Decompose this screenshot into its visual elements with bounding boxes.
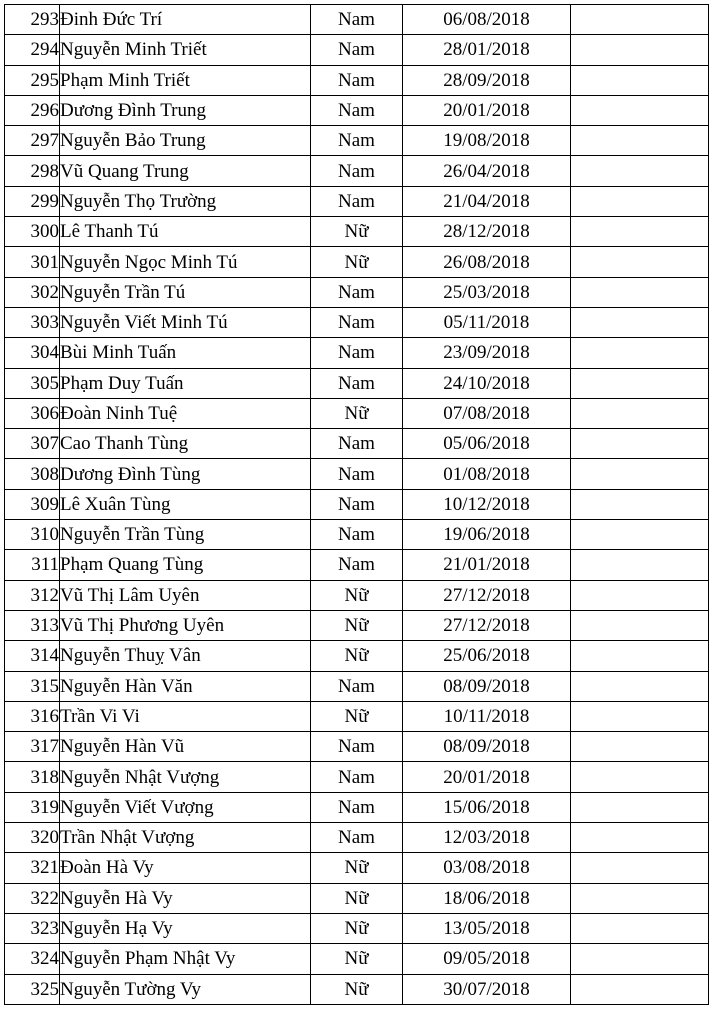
note-cell — [571, 610, 709, 640]
birth-date-cell: 08/09/2018 — [403, 671, 571, 701]
birth-date-cell: 28/09/2018 — [403, 65, 571, 95]
student-name-cell: Nguyễn Ngọc Minh Tú — [60, 247, 311, 277]
gender-cell: Nữ — [311, 974, 403, 1004]
gender-cell: Nam — [311, 429, 403, 459]
gender-cell: Nam — [311, 95, 403, 125]
table-row — [5, 641, 709, 671]
table-row — [5, 5, 709, 35]
student-name-cell: Nguyễn Thuỵ Vân — [60, 641, 311, 671]
row-number-cell: 293 — [5, 5, 60, 35]
gender-cell: Nam — [311, 35, 403, 65]
table-row — [5, 944, 709, 974]
table-row — [5, 520, 709, 550]
birth-date-cell: 28/12/2018 — [403, 217, 571, 247]
row-number-cell: 311 — [5, 550, 60, 580]
gender-cell: Nam — [311, 5, 403, 35]
gender-cell: Nam — [311, 338, 403, 368]
table-row — [5, 732, 709, 762]
note-cell — [571, 550, 709, 580]
birth-date-cell: 26/08/2018 — [403, 247, 571, 277]
row-number-cell: 305 — [5, 368, 60, 398]
birth-date-cell: 19/08/2018 — [403, 126, 571, 156]
birth-date-cell: 05/06/2018 — [403, 429, 571, 459]
row-number-cell: 317 — [5, 732, 60, 762]
birth-date-cell: 25/03/2018 — [403, 277, 571, 307]
student-name-cell: Nguyễn Nhật Vượng — [60, 762, 311, 792]
row-number-cell: 313 — [5, 610, 60, 640]
birth-date-cell: 18/06/2018 — [403, 883, 571, 913]
row-number-cell: 299 — [5, 186, 60, 216]
note-cell — [571, 247, 709, 277]
gender-cell: Nữ — [311, 701, 403, 731]
table-row — [5, 762, 709, 792]
gender-cell: Nữ — [311, 641, 403, 671]
note-cell — [571, 186, 709, 216]
birth-date-cell: 10/11/2018 — [403, 701, 571, 731]
gender-cell: Nữ — [311, 913, 403, 943]
gender-cell: Nam — [311, 277, 403, 307]
student-name-cell: Nguyễn Tường Vy — [60, 974, 311, 1004]
student-name-cell: Nguyễn Minh Triết — [60, 35, 311, 65]
row-number-cell: 318 — [5, 762, 60, 792]
student-name-cell: Nguyễn Thọ Trường — [60, 186, 311, 216]
gender-cell: Nam — [311, 65, 403, 95]
row-number-cell: 310 — [5, 520, 60, 550]
birth-date-cell: 20/01/2018 — [403, 95, 571, 125]
table-row — [5, 792, 709, 822]
note-cell — [571, 732, 709, 762]
birth-date-cell: 13/05/2018 — [403, 913, 571, 943]
birth-date-cell: 27/12/2018 — [403, 610, 571, 640]
note-cell — [571, 641, 709, 671]
table-row — [5, 671, 709, 701]
row-number-cell: 302 — [5, 277, 60, 307]
birth-date-cell: 10/12/2018 — [403, 489, 571, 519]
table-row — [5, 974, 709, 1004]
birth-date-cell: 27/12/2018 — [403, 580, 571, 610]
note-cell — [571, 126, 709, 156]
student-table-body — [5, 5, 709, 1005]
birth-date-cell: 28/01/2018 — [403, 35, 571, 65]
student-name-cell: Cao Thanh Tùng — [60, 429, 311, 459]
student-name-cell: Trần Vi Vi — [60, 701, 311, 731]
row-number-cell: 306 — [5, 398, 60, 428]
row-number-cell: 320 — [5, 823, 60, 853]
row-number-cell: 294 — [5, 35, 60, 65]
table-row — [5, 853, 709, 883]
birth-date-cell: 25/06/2018 — [403, 641, 571, 671]
table-row — [5, 580, 709, 610]
student-name-cell: Dương Đình Tùng — [60, 459, 311, 489]
gender-cell: Nam — [311, 459, 403, 489]
gender-cell: Nữ — [311, 883, 403, 913]
row-number-cell: 321 — [5, 853, 60, 883]
note-cell — [571, 35, 709, 65]
birth-date-cell: 06/08/2018 — [403, 5, 571, 35]
table-row — [5, 429, 709, 459]
student-name-cell: Đoàn Ninh Tuệ — [60, 398, 311, 428]
birth-date-cell: 08/09/2018 — [403, 732, 571, 762]
row-number-cell: 316 — [5, 701, 60, 731]
note-cell — [571, 95, 709, 125]
student-list-sheet — [4, 4, 709, 1005]
gender-cell: Nam — [311, 792, 403, 822]
note-cell — [571, 520, 709, 550]
row-number-cell: 298 — [5, 156, 60, 186]
student-name-cell: Nguyễn Viết Vượng — [60, 792, 311, 822]
birth-date-cell: 07/08/2018 — [403, 398, 571, 428]
row-number-cell: 301 — [5, 247, 60, 277]
table-row — [5, 95, 709, 125]
note-cell — [571, 65, 709, 95]
table-row — [5, 610, 709, 640]
birth-date-cell: 30/07/2018 — [403, 974, 571, 1004]
note-cell — [571, 217, 709, 247]
student-name-cell: Nguyễn Viết Minh Tú — [60, 307, 311, 337]
note-cell — [571, 307, 709, 337]
birth-date-cell: 01/08/2018 — [403, 459, 571, 489]
student-name-cell: Bùi Minh Tuấn — [60, 338, 311, 368]
gender-cell: Nữ — [311, 610, 403, 640]
gender-cell: Nữ — [311, 217, 403, 247]
row-number-cell: 309 — [5, 489, 60, 519]
table-row — [5, 823, 709, 853]
student-name-cell: Nguyễn Hạ Vy — [60, 913, 311, 943]
table-row — [5, 701, 709, 731]
student-name-cell: Dương Đình Trung — [60, 95, 311, 125]
student-table — [4, 4, 709, 1005]
birth-date-cell: 23/09/2018 — [403, 338, 571, 368]
row-number-cell: 300 — [5, 217, 60, 247]
row-number-cell: 296 — [5, 95, 60, 125]
student-name-cell: Nguyễn Trần Tùng — [60, 520, 311, 550]
gender-cell: Nam — [311, 126, 403, 156]
student-name-cell: Vũ Thị Phương Uyên — [60, 610, 311, 640]
birth-date-cell: 05/11/2018 — [403, 307, 571, 337]
birth-date-cell: 09/05/2018 — [403, 944, 571, 974]
row-number-cell: 315 — [5, 671, 60, 701]
row-number-cell: 308 — [5, 459, 60, 489]
row-number-cell: 314 — [5, 641, 60, 671]
gender-cell: Nữ — [311, 944, 403, 974]
gender-cell: Nam — [311, 671, 403, 701]
note-cell — [571, 974, 709, 1004]
birth-date-cell: 21/01/2018 — [403, 550, 571, 580]
student-name-cell: Đinh Đức Trí — [60, 5, 311, 35]
student-name-cell: Đoàn Hà Vy — [60, 853, 311, 883]
table-row — [5, 126, 709, 156]
student-name-cell: Lê Thanh Tú — [60, 217, 311, 247]
table-row — [5, 489, 709, 519]
gender-cell: Nam — [311, 307, 403, 337]
student-name-cell: Nguyễn Bảo Trung — [60, 126, 311, 156]
note-cell — [571, 398, 709, 428]
gender-cell: Nam — [311, 520, 403, 550]
table-row — [5, 307, 709, 337]
table-row — [5, 65, 709, 95]
birth-date-cell: 03/08/2018 — [403, 853, 571, 883]
gender-cell: Nam — [311, 823, 403, 853]
note-cell — [571, 5, 709, 35]
birth-date-cell: 12/03/2018 — [403, 823, 571, 853]
row-number-cell: 307 — [5, 429, 60, 459]
note-cell — [571, 762, 709, 792]
student-name-cell: Nguyễn Hàn Vũ — [60, 732, 311, 762]
table-row — [5, 368, 709, 398]
student-name-cell: Nguyễn Hà Vy — [60, 883, 311, 913]
gender-cell: Nam — [311, 732, 403, 762]
note-cell — [571, 156, 709, 186]
table-row — [5, 186, 709, 216]
student-name-cell: Vũ Thị Lâm Uyên — [60, 580, 311, 610]
student-name-cell: Nguyễn Trần Tú — [60, 277, 311, 307]
note-cell — [571, 792, 709, 822]
student-name-cell: Trần Nhật Vượng — [60, 823, 311, 853]
note-cell — [571, 671, 709, 701]
table-row — [5, 913, 709, 943]
note-cell — [571, 580, 709, 610]
birth-date-cell: 26/04/2018 — [403, 156, 571, 186]
birth-date-cell: 15/06/2018 — [403, 792, 571, 822]
gender-cell: Nữ — [311, 580, 403, 610]
gender-cell: Nam — [311, 156, 403, 186]
table-row — [5, 550, 709, 580]
student-name-cell: Nguyễn Phạm Nhật Vy — [60, 944, 311, 974]
birth-date-cell: 19/06/2018 — [403, 520, 571, 550]
row-number-cell: 303 — [5, 307, 60, 337]
gender-cell: Nữ — [311, 853, 403, 883]
student-name-cell: Phạm Minh Triết — [60, 65, 311, 95]
note-cell — [571, 944, 709, 974]
gender-cell: Nam — [311, 550, 403, 580]
table-row — [5, 156, 709, 186]
table-row — [5, 883, 709, 913]
student-name-cell: Phạm Quang Tùng — [60, 550, 311, 580]
student-name-cell: Nguyễn Hàn Văn — [60, 671, 311, 701]
gender-cell: Nam — [311, 368, 403, 398]
note-cell — [571, 701, 709, 731]
row-number-cell: 325 — [5, 974, 60, 1004]
table-row — [5, 459, 709, 489]
row-number-cell: 312 — [5, 580, 60, 610]
note-cell — [571, 368, 709, 398]
note-cell — [571, 277, 709, 307]
note-cell — [571, 853, 709, 883]
student-name-cell: Lê Xuân Tùng — [60, 489, 311, 519]
gender-cell: Nam — [311, 762, 403, 792]
table-row — [5, 247, 709, 277]
student-name-cell: Phạm Duy Tuấn — [60, 368, 311, 398]
row-number-cell: 319 — [5, 792, 60, 822]
birth-date-cell: 24/10/2018 — [403, 368, 571, 398]
note-cell — [571, 823, 709, 853]
table-row — [5, 217, 709, 247]
row-number-cell: 297 — [5, 126, 60, 156]
note-cell — [571, 429, 709, 459]
gender-cell: Nữ — [311, 247, 403, 277]
row-number-cell: 304 — [5, 338, 60, 368]
gender-cell: Nam — [311, 186, 403, 216]
note-cell — [571, 489, 709, 519]
row-number-cell: 324 — [5, 944, 60, 974]
table-row — [5, 277, 709, 307]
table-row — [5, 398, 709, 428]
note-cell — [571, 883, 709, 913]
gender-cell: Nam — [311, 489, 403, 519]
table-row — [5, 35, 709, 65]
note-cell — [571, 913, 709, 943]
table-row — [5, 338, 709, 368]
row-number-cell: 323 — [5, 913, 60, 943]
row-number-cell: 295 — [5, 65, 60, 95]
note-cell — [571, 459, 709, 489]
gender-cell: Nữ — [311, 398, 403, 428]
student-name-cell: Vũ Quang Trung — [60, 156, 311, 186]
birth-date-cell: 21/04/2018 — [403, 186, 571, 216]
note-cell — [571, 338, 709, 368]
birth-date-cell: 20/01/2018 — [403, 762, 571, 792]
row-number-cell: 322 — [5, 883, 60, 913]
